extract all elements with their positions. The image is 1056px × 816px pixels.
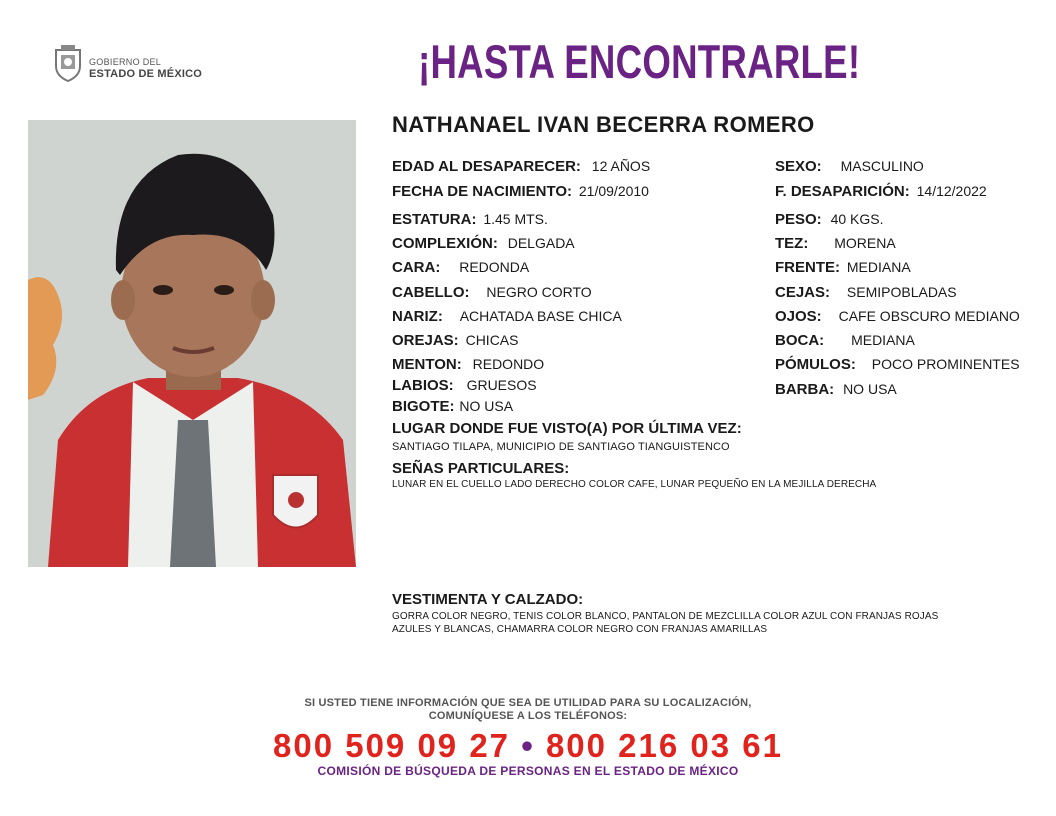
field-eyebrows (775, 284, 957, 301)
info-line1: SI USTED TIENE INFORMACIÓN QUE SEA DE UTILIDAD PARA SU LOCALIZACIÓN, (304, 697, 752, 709)
logo-line2: ESTADO DE MÉXICO (89, 68, 203, 80)
field-birthdate (392, 183, 649, 200)
field-label: CABELLO: (392, 284, 470, 301)
field-label: CEJAS: (775, 284, 831, 301)
field-value: NO USA (459, 398, 514, 414)
field-label: F. DESAPARICIÓN: (775, 183, 910, 200)
field-mustache (392, 398, 513, 415)
field-label: SEXO: (775, 158, 822, 175)
field-value: 12 AÑOS (591, 158, 651, 174)
phone-numbers (0, 727, 1056, 765)
field-label: PÓMULOS: (775, 356, 856, 373)
field-value: POCO PROMINENTES (871, 356, 1020, 372)
field-disappearance-date (775, 183, 987, 200)
clothing-label: VESTIMENTA Y CALZADO: (392, 591, 584, 608)
field-value: GRUESOS (466, 377, 537, 393)
marks-value: LUNAR EN EL CUELLO LADO DERECHO COLOR CAFE, LUNAR PEQUEÑO EN LA MEJILLA DERECHA (392, 479, 877, 490)
field-nose (392, 308, 622, 325)
field-value: MORENA (834, 235, 896, 251)
field-value: DELGADA (507, 235, 575, 251)
field-value: SEMIPOBLADAS (846, 284, 957, 300)
field-sex (775, 158, 924, 175)
field-label: NARIZ: (392, 308, 443, 325)
field-label: MENTON: (392, 356, 462, 373)
missing-person-photo (28, 120, 356, 567)
headline: ¡HASTA ENCONTRARLE! (418, 35, 861, 88)
field-value: CHICAS (465, 332, 519, 348)
last-seen-label: LUGAR DONDE FUE VISTO(A) POR ÚLTIMA VEZ: (392, 420, 742, 437)
field-chin (392, 356, 544, 373)
field-lips (392, 377, 537, 394)
field-face (392, 259, 529, 276)
field-value: 21/09/2010 (578, 183, 649, 199)
field-label: FRENTE: (775, 259, 840, 276)
portrait-illustration (28, 120, 356, 567)
field-value: MASCULINO (840, 158, 924, 174)
field-complexion (775, 235, 896, 252)
field-value: NEGRO CORTO (486, 284, 592, 300)
field-value: MEDIANA (846, 259, 911, 275)
field-value: 40 KGS. (830, 211, 884, 227)
field-value: 1.45 MTS. (483, 211, 548, 227)
field-label: OREJAS: (392, 332, 459, 349)
field-hair (392, 284, 592, 301)
field-value: ACHATADA BASE CHICA (459, 308, 622, 324)
field-label: LABIOS: (392, 377, 454, 394)
commission-name: COMISIÓN DE BÚSQUEDA DE PERSONAS EN EL ESTADO DE MÉXICO (317, 764, 739, 778)
coat-of-arms-icon (52, 44, 84, 82)
field-weight (775, 211, 884, 228)
last-seen-value: SANTIAGO TILAPA, MUNICIPIO DE SANTIAGO TIANGUISTENCO (392, 441, 730, 453)
field-label: COMPLEXIÓN: (392, 235, 498, 252)
field-beard (775, 381, 897, 398)
field-value: CAFE OBSCURO MEDIANO (838, 308, 1020, 324)
info-line2: COMUNÍQUESE A LOS TELÉFONOS: (428, 710, 628, 722)
field-label: PESO: (775, 211, 822, 228)
person-name: NATHANAEL IVAN BECERRA ROMERO (392, 112, 815, 137)
field-ears (392, 332, 518, 349)
field-value: REDONDO (472, 356, 545, 372)
clothing-line1: GORRA COLOR NEGRO, TENIS COLOR BLANCO, PANTALON DE MEZCLILLA COLOR AZUL CON FRANJAS ROJAS (392, 611, 939, 622)
field-value: REDONDA (459, 259, 530, 275)
field-label: FECHA DE NACIMIENTO: (392, 183, 572, 200)
field-value: MEDIANA (851, 332, 915, 348)
field-forehead (775, 259, 911, 276)
field-label: BARBA: (775, 381, 835, 398)
government-logo (52, 44, 212, 84)
field-eyes (775, 308, 1020, 325)
phone-number-2: 800 216 03 61 (545, 727, 783, 764)
field-label: TEZ: (775, 235, 809, 252)
logo-line1: GOBIERNO DEL (89, 57, 162, 67)
field-cheekbones (775, 356, 1020, 373)
field-label: CARA: (392, 259, 441, 276)
clothing-line2: AZULES Y BLANCAS, CHAMARRA COLOR NEGRO CON FRANJAS AMARILLAS (392, 624, 768, 635)
phone-number-1: 800 509 09 27 (273, 727, 511, 764)
field-mouth (775, 332, 915, 349)
field-build (392, 235, 575, 252)
phone-separator: • (521, 727, 535, 764)
field-age (392, 158, 650, 175)
field-value: NO USA (843, 381, 897, 397)
field-label: BOCA: (775, 332, 825, 349)
field-value: 14/12/2022 (916, 183, 987, 199)
field-height (392, 211, 548, 228)
field-label: EDAD AL DESAPARECER: (392, 158, 581, 175)
field-label: ESTATURA: (392, 211, 477, 228)
field-label: BIGOTE: (392, 398, 455, 415)
marks-label: SEÑAS PARTICULARES: (392, 460, 570, 477)
field-label: OJOS: (775, 308, 822, 325)
